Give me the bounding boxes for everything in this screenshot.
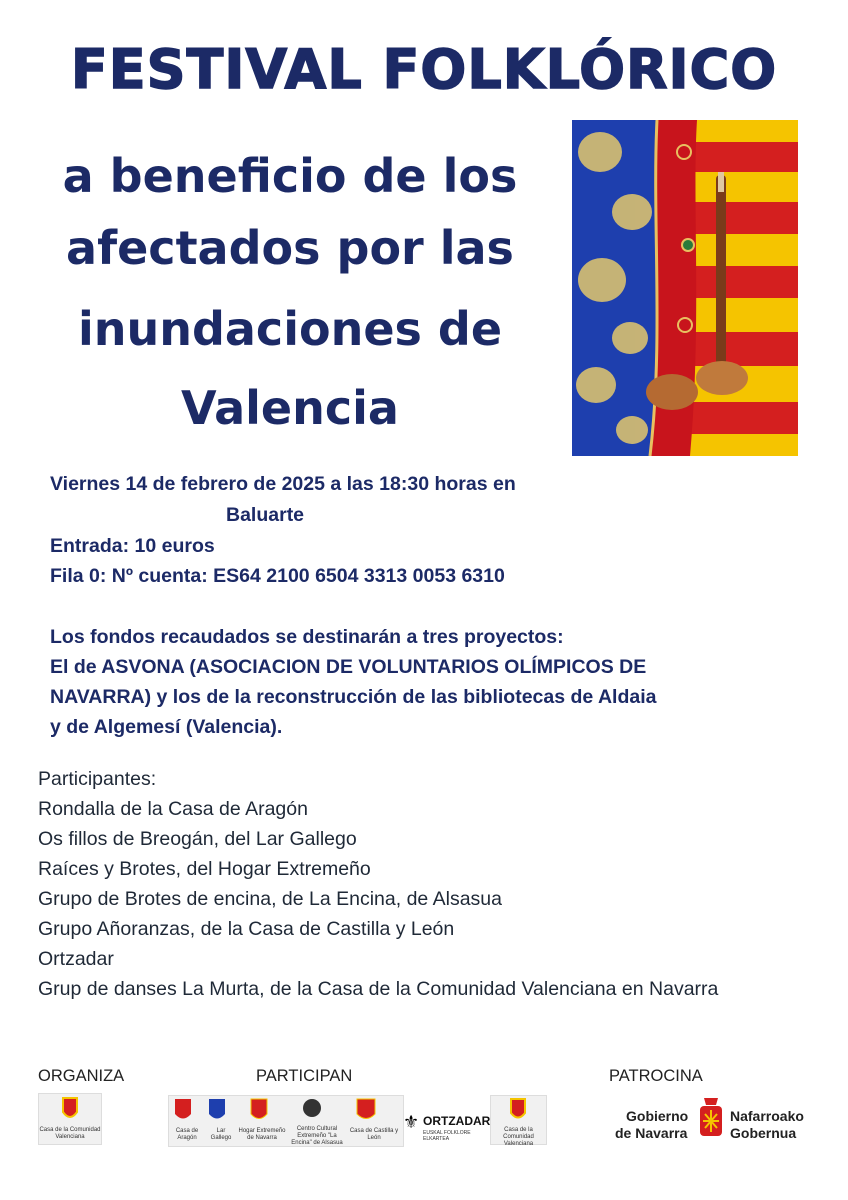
- subtitle-line: afectados por las: [66, 221, 514, 275]
- organizer-logo: [38, 1093, 102, 1145]
- ortzadar-logo: [403, 1112, 489, 1142]
- participant-item: Grupo Añoranzas, de la Casa de Castilla y León: [38, 918, 455, 940]
- funds-line: El de ASVONA (ASOCIACION DE VOLUNTARIOS OLÍMPICOS DE: [50, 656, 647, 678]
- funds-line: Los fondos recaudados se destinarán a tres proyectos:: [50, 626, 564, 648]
- participant-shields-icon: [169, 1096, 403, 1128]
- organiza-label: ORGANIZA: [38, 1067, 125, 1085]
- flag-photo-illustration: [572, 120, 798, 456]
- gob-line4: Gobernua: [730, 1125, 797, 1141]
- gob-line2: de Navarra: [615, 1125, 688, 1141]
- participant-item: Grup de danses La Murta, de la Casa de la Comunidad Valenciana en Navarra: [38, 978, 719, 1000]
- subtitle-line: Valencia: [181, 381, 399, 435]
- participant-item: Rondalla de la Casa de Aragón: [38, 798, 308, 820]
- event-venue: Baluarte: [226, 504, 305, 526]
- organizer-logo-text: Casa de la Comunidad Valenciana: [39, 1127, 101, 1140]
- fleur-icon: ⚜: [403, 1112, 420, 1132]
- logo-casa-castilla-leon: Casa de Castilla y León: [349, 1128, 399, 1141]
- participant-logos-strip: [168, 1095, 404, 1147]
- patrocina-label: PATROCINA: [609, 1067, 703, 1085]
- subtitle-line: inundaciones de: [77, 302, 503, 356]
- ortzadar-logo-sub: EUSKAL FOLKLORE ELKARTEA: [423, 1130, 471, 1142]
- festival-title: FESTIVAL FOLKLÓRICO: [70, 38, 778, 101]
- logo-casa-aragon: Casa de Aragón: [175, 1128, 199, 1141]
- participant-item: Raíces y Brotes, del Hogar Extremeño: [38, 858, 371, 880]
- event-datetime: Viernes 14 de febrero de 2025 a las 18:30 horas en: [50, 473, 516, 495]
- participan-label: PARTICIPAN: [256, 1067, 353, 1085]
- event-entry: Entrada: 10 euros: [50, 535, 215, 557]
- gobierno-navarra-logo: [612, 1094, 822, 1144]
- shield-icon: [491, 1096, 546, 1126]
- flag-photo: [572, 120, 798, 456]
- funds-line: y de Algemesí (Valencia).: [50, 716, 283, 738]
- logo-la-encina: Centro Cultural Extremeño "La Encina" de Alsasua: [291, 1126, 343, 1146]
- ortzadar-logo-text: ORTZADAR: [423, 1114, 491, 1128]
- subtitle-line: a beneficio de los: [62, 149, 518, 203]
- gob-line1: Gobierno: [626, 1108, 689, 1124]
- shield-icon: [39, 1094, 101, 1126]
- logo-casa-valenciana: Casa de la Comunidad Valenciana: [503, 1127, 534, 1147]
- logo-hogar-extremeno: Hogar Extremeño de Navarra: [238, 1128, 286, 1141]
- event-account: Fila 0: Nº cuenta: ES64 2100 6504 3313 0053 6310: [50, 565, 505, 587]
- participant-item: Grupo de Brotes de encina, de La Encina, de Alsasua: [38, 888, 502, 910]
- participant-logo-valenciana: [490, 1095, 547, 1145]
- gob-line3: Nafarroako: [730, 1108, 804, 1124]
- participants-header: Participantes:: [38, 768, 157, 790]
- participant-item: Os fillos de Breogán, del Lar Gallego: [38, 828, 357, 850]
- logo-lar-gallego: Lar Gallego: [210, 1128, 232, 1141]
- navarra-coat-of-arms-icon: [696, 1094, 726, 1140]
- participant-item: Ortzadar: [38, 948, 114, 970]
- funds-line: NAVARRA) y los de la reconstrucción de las bibliotecas de Aldaia: [50, 686, 657, 708]
